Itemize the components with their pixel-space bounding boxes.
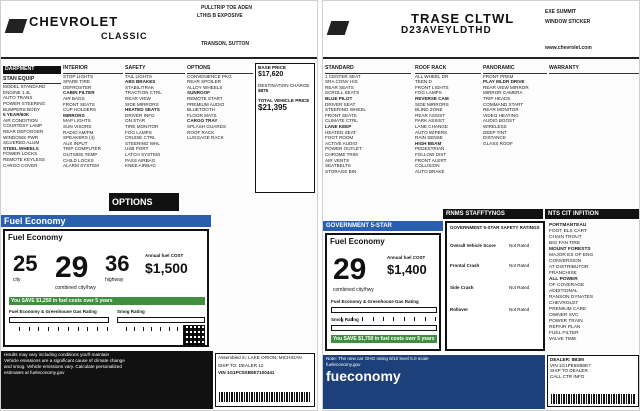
list-item: ACTIVE AUDIO (325, 140, 358, 146)
list-item: MIRRORS (63, 112, 85, 118)
overall-rating: Not Rated (509, 243, 530, 248)
list-item: REMOTE KEYLESS (3, 156, 45, 162)
right-band-2: NTS CIT INFITION (545, 209, 639, 219)
disclaimer-line: and smog. Vehicle emissions vary. Calculate personalized (4, 364, 122, 369)
list-item: CHAIN TROUT (549, 235, 582, 240)
price-box (255, 63, 315, 193)
list-item: HEATED SEAT (325, 129, 357, 135)
epa-note: Note: The new car GHG rating 8/10 level 5.0 scale (326, 356, 429, 361)
list-item: AUX INPUT (63, 140, 88, 146)
mpg-city: 25 (13, 251, 38, 276)
list-item: FUEL FILTER (549, 331, 579, 336)
list-item: TIRE MONITOR (125, 123, 159, 129)
destination-value: $875 (258, 88, 269, 94)
side-crash: Side Crash (450, 285, 474, 290)
smog-scale (117, 317, 205, 323)
rollover: Rollover (450, 307, 469, 312)
smog-scale (331, 325, 437, 331)
ghg-label: Fuel Economy & Greenhouse Gas Rating (331, 299, 419, 304)
list-item: FOLLOW DIST (415, 151, 447, 157)
left-window-sticker (0, 0, 318, 411)
list-item: ALL WHEEL DR (415, 73, 449, 79)
side-rating: Not Rated (509, 285, 530, 290)
list-item: OUTSIDE TEMP (63, 151, 98, 157)
dealer-line: CALL CTR INFO (550, 373, 585, 379)
frontal-crash: Frontal Crash (450, 263, 480, 268)
list-item: STEERING WHL (125, 140, 160, 146)
list-item: PARK ASSIST (415, 118, 445, 124)
list-item: ALL POWER (549, 277, 578, 282)
list-item: TRIP HEADS (483, 95, 511, 101)
list-item: CLIMATE CTRL (325, 118, 358, 124)
ghg-scale (331, 307, 437, 313)
destination-label: DESTINATION CHARGE (258, 82, 310, 88)
dealer-line: SHIP TO DEALER (550, 368, 588, 374)
overall-score: Overall Vehicle Score (450, 243, 496, 248)
list-item: AUTO TRANS (3, 95, 33, 101)
list-item: REAR DEFOGGER (3, 128, 44, 134)
list-item: RADIO AM/FM (63, 129, 94, 135)
section-title: OPTIONS (187, 66, 253, 74)
list-item: 1 CENTER SEAT (325, 73, 361, 79)
right-header (323, 1, 639, 59)
dealer-line: DEALER: 8B3M (550, 357, 584, 362)
left-epa-label (3, 229, 209, 347)
header-right-mid: WINDOW STICKER (545, 19, 591, 25)
list-item: SUNROOF (187, 90, 210, 96)
barcode (551, 394, 635, 404)
list-item: STEERING WHEEL (325, 107, 367, 113)
left-disclaimer (1, 351, 213, 409)
header-line-2: LTHIS B EXPOSIVE (197, 13, 243, 19)
list-item: REAR SPOILER (187, 79, 221, 85)
list-item: POWER STEERING (3, 100, 46, 106)
smog-label: Smog Rating (331, 317, 359, 322)
list-item: ROOF RACK (187, 129, 215, 135)
list-item: LANE CHANGE (415, 123, 448, 129)
left-column-4 (187, 63, 253, 193)
list-item: TRACTION CTRL (125, 90, 162, 96)
mpg-combined: 29 (333, 253, 367, 286)
right-dealer-box (547, 355, 639, 407)
list-item: REAR VIEW (125, 95, 151, 101)
list-item: HIGH BEAM (415, 140, 442, 146)
list-item: REAR ASSIST (415, 112, 446, 118)
right-window-sticker (322, 0, 640, 411)
mpg-combined-label: combined city/hwy (55, 285, 96, 291)
chevrolet-logo (7, 13, 119, 49)
section-title: SAFETY (125, 66, 185, 74)
list-item: REPAIR PLAN (549, 325, 581, 330)
section-title: WARRANTY (549, 66, 639, 74)
list-item: DEEP TINT (483, 129, 507, 135)
list-item: PEDESTRIAN (415, 146, 445, 152)
list-item: FOG LAMPS (125, 129, 152, 135)
list-item: 5 YEAR/60K (3, 112, 30, 118)
list-item: REAR MONITOR (483, 107, 519, 113)
base-price-value: $17,620 (258, 70, 284, 78)
fuel-economy-band: Fuel Economy (1, 215, 211, 227)
bowtie-icon (5, 19, 28, 33)
total-price-label: TOTAL VEHICLE PRICE (258, 97, 310, 103)
list-item: REAR VIEW MIRROR (483, 84, 529, 90)
right-title: TRASE CLTWL (411, 11, 515, 26)
right-epa-note (323, 355, 545, 409)
fueleconomy-wordmark: fueconomy (326, 368, 401, 384)
list-item: ALARM SYSTEM (63, 163, 99, 169)
savings-bar: You SAVE $1,250 in fuel costs over 5 years (9, 297, 205, 305)
right-subtitle: D23AVEYLDTHD (401, 25, 492, 36)
list-item: CRUISE CTRL (125, 135, 156, 141)
list-item: LATCH SYSTEM (125, 151, 160, 157)
list-item: MODEL STANDARD (3, 84, 46, 90)
dealer-ship: SHIP TO: DEALER 12 (218, 362, 264, 368)
list-item: PREMIUM AUDIO (187, 101, 225, 107)
frontal-rating: Not Rated (509, 263, 530, 268)
list-item: FRONT SEATS (325, 112, 357, 118)
list-item: STABILITRAK (125, 84, 155, 90)
safety-ratings-box (445, 221, 545, 351)
list-item: COLLISION (415, 163, 440, 169)
vin: VIN 1G1PC5SB0E7100441 (218, 370, 275, 376)
disclaimer-line: results may vary including conditions you'll maintain (4, 352, 110, 357)
list-item: TRIP COMPUTER (63, 146, 101, 152)
safety-title: GOVERNMENT 5-STAR SAFETY RATINGS (450, 225, 540, 230)
section-title: STAN EQUIP (3, 77, 61, 85)
section-title: STANDARD (325, 66, 411, 74)
right-column-3 (483, 63, 547, 209)
section-title: PANORAMIC (483, 66, 547, 74)
list-item: REAR SEATS (325, 84, 354, 90)
list-item: FOOT ELS CART (549, 229, 587, 234)
list-item: TEEN D (415, 79, 432, 85)
list-item: CABIN FILTER (63, 90, 95, 96)
right-epa-label (325, 233, 441, 351)
list-item: FOG LAMPS (415, 90, 442, 96)
list-item: TAIL LIGHTS (125, 73, 153, 79)
list-item: RANSON DYNATES (549, 295, 594, 300)
list-item: MOUNT FORESTS (549, 247, 591, 252)
list-item: FRONT ALERT (415, 157, 447, 163)
mpg-highway: 36 (105, 251, 130, 276)
bowtie-icon (327, 21, 350, 35)
list-item: WINDOWS PWR (3, 134, 39, 140)
list-item: MAJOR ES OF ENG (549, 253, 594, 258)
annual-cost-label: Annual fuel COST (387, 255, 426, 260)
list-item: REMOTE START (187, 95, 223, 101)
disclaimer-line: Vehicle emissions are a significant cause of climate change (4, 358, 125, 363)
list-item: FRONT PREM (483, 73, 514, 79)
logo-text: CHEVROLET (29, 14, 119, 29)
list-item: REVERSE CAM (415, 95, 449, 101)
list-item: SEATBELTS (325, 163, 351, 169)
list-item: STOP LIGHTS (63, 73, 94, 79)
annual-cost: $1,500 (145, 260, 188, 276)
list-item: PLAY MLDR DRIVE (483, 79, 525, 85)
list-item: CHROME TRIM (325, 151, 358, 157)
header-right: TRANSON, SUTTON (201, 41, 249, 47)
list-item: COURTESY LAMP (3, 123, 43, 129)
list-item: DRIVER SEAT (325, 101, 356, 107)
list-item: POWER TRAIN (549, 319, 583, 324)
section-title: INTERIOR (63, 66, 123, 74)
list-item: FRANCHISE (549, 271, 577, 276)
list-item: CUP HOLDERS (63, 107, 97, 113)
dealer-line: VIN 1G1PE5SB8E7 (550, 362, 591, 368)
smog-label: Smog Rating (117, 309, 145, 314)
list-item: DISTANCE (483, 135, 506, 141)
header-site: www.chevrolet.com (545, 45, 592, 51)
list-item: SIDE MIRRORS (415, 101, 449, 107)
right-column-2 (415, 63, 481, 209)
list-item: STEEL WHEELS (3, 145, 39, 151)
list-item: HEATED SEATS (125, 107, 160, 113)
rollover-rating: Not Rated (509, 307, 530, 312)
list-item: MAP LIGHTS (63, 118, 91, 124)
left-column-3 (125, 63, 185, 213)
list-item: CHEVROLET (549, 301, 579, 306)
list-item: ENGINE 1.4L (3, 89, 31, 95)
barcode (219, 392, 311, 402)
list-item: ON STAR (125, 118, 146, 124)
list-item: CONVERSION (549, 259, 582, 264)
mpg-highway-label: highway (105, 277, 124, 283)
qr-code (183, 325, 205, 347)
model-title: CLASSIC (101, 31, 148, 41)
list-item: SPARE TIRE (63, 79, 90, 85)
list-item: BLUE PILOT (325, 95, 353, 101)
list-item: AUDIO BOOST (483, 118, 515, 124)
list-item: OWNER SVC (549, 313, 579, 318)
list-item: COMMAND START (483, 101, 524, 107)
list-item: VIDEO HEATING (483, 112, 519, 118)
assembly-box (215, 353, 315, 407)
annual-cost: $1,400 (387, 262, 427, 277)
list-item: POWER LOCKS (3, 151, 38, 157)
list-item: CARGO COVER (3, 162, 38, 168)
list-item: ALLOY WHEELS (187, 84, 223, 90)
section-title: DARPMENT (3, 66, 61, 74)
options-band: OPTIONS (109, 193, 179, 211)
list-item: BLUETOOTH (187, 107, 215, 113)
list-item: AIR CONDITION (3, 117, 38, 123)
section-title: ROOF RACK (415, 66, 481, 74)
right-band-1: RNMS STAFFTYNGS (443, 209, 543, 219)
list-item: DEFROSTER (63, 84, 92, 90)
list-item: SCROLL SEATS (325, 90, 360, 96)
list-item: LANE KEEP (325, 123, 352, 129)
list-item: PORTMANTEAU (549, 223, 587, 228)
mpg-combined: 29 (55, 251, 89, 284)
list-item: DRIVER INFO (125, 112, 155, 118)
list-item: OF COVERAGE (549, 283, 585, 288)
header-right-top: EXE SUMMIT (545, 9, 577, 15)
chevrolet-logo (329, 15, 409, 51)
list-item: FRONT SEATS (63, 101, 95, 107)
list-item: AT DISTRIBUTOR (549, 265, 589, 270)
ghg-scale (9, 317, 109, 323)
mpg-city-label: city (13, 277, 21, 283)
list-item: LUGGAGE RACK (187, 135, 224, 141)
base-price-label: BASE PRICE (258, 65, 287, 70)
list-item: SRA CONV HIS (325, 79, 358, 85)
mpg-combined-label: combined city/hwy (333, 287, 374, 293)
list-item: ADDITIONAL (549, 289, 578, 294)
list-item: PASS AIRBAG (125, 157, 156, 163)
list-item: GLASS ROOF (483, 140, 513, 146)
list-item: KNEE AIRBAG (125, 163, 156, 169)
ghg-label: Fuel Economy & Greenhouse Gas Rating (9, 309, 97, 314)
list-item: ABS BRAKES (125, 79, 156, 85)
list-item: FOOT ROOM (325, 135, 354, 141)
list-item: AUTO WIPERS (415, 129, 448, 135)
list-item: PREMIUM CARE (549, 307, 587, 312)
left-column-2 (63, 63, 123, 213)
list-item: SIDE MIRRORS (125, 101, 159, 107)
list-item: AUTO BRAKE (415, 168, 445, 174)
list-item: CONVENIENCE PKG (187, 73, 232, 79)
list-item: SPEAKERS (4) (63, 135, 95, 141)
epa-site: fueleconomy.gov (326, 362, 361, 367)
assembly-text: Assembled in: LAKE ORION, MICHIGAN (218, 355, 302, 360)
list-item: VALVE TIME (549, 337, 577, 342)
list-item: FLOOR MATS (187, 112, 217, 118)
list-item: AIR VENTS (325, 157, 350, 163)
list-item: BUMPERS BODY (3, 106, 41, 112)
list-item: POWER OUTLET (325, 146, 362, 152)
right-fuel-band: GOVERNMENT 5-STAR (323, 221, 443, 231)
list-item: BLIND ZONE (415, 107, 443, 113)
right-column-1 (325, 63, 411, 209)
epa-title: Fuel Economy (8, 233, 63, 242)
list-item: STORAGE BIN (325, 168, 357, 174)
list-item: BIG FAN TIRE (549, 241, 581, 246)
left-column-1 (3, 63, 61, 213)
list-item: SPLASH GUARDS (187, 123, 227, 129)
list-item: SILVERED ALUM (3, 140, 40, 146)
list-item: USB PORT (125, 146, 149, 152)
left-header (1, 1, 317, 59)
total-price-value: $21,395 (258, 103, 287, 113)
right-warranty-column (549, 63, 639, 203)
list-item: WIRELESS (483, 123, 507, 129)
epa-title: Fuel Economy (330, 237, 385, 246)
disclaimer-line: estimates at fueleconomy.gov (4, 370, 65, 375)
list-item: RAIN SENSE (415, 135, 443, 141)
annual-cost-label: Annual fuel COST (145, 253, 184, 258)
list-item: CARGO TRAY (187, 118, 218, 124)
list-item: AIR BAGS (63, 95, 85, 101)
list-item: FRONT LIGHTS (415, 84, 449, 90)
savings-bar: You SAVE $1,750 in fuel costs over 5 years (331, 335, 437, 343)
header-line-1: PULLTRIP TOE ADEN (201, 5, 252, 11)
list-item: CHILD LOCKS (63, 157, 94, 163)
list-item: MIRROR CAMERA (483, 90, 523, 96)
list-item: SUN VISORS (63, 123, 92, 129)
